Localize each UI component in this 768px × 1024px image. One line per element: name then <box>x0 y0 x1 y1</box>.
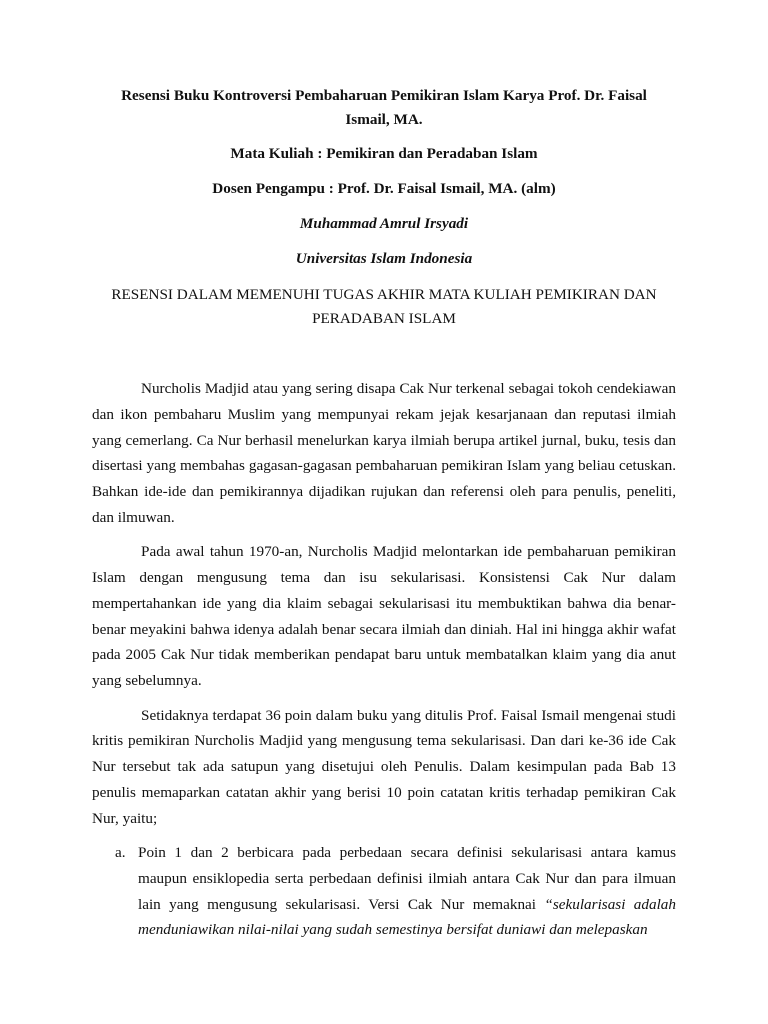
course-line: Mata Kuliah : Pemikiran dan Peradaban Islam <box>230 145 538 162</box>
lecturer-line: Dosen Pengampu : Prof. Dr. Faisal Ismail, MA. (alm) <box>212 180 556 197</box>
subtitle-line-2: PERADABAN ISLAM <box>312 310 456 327</box>
document-body <box>92 376 676 943</box>
critical-points-list <box>92 840 676 943</box>
document-header <box>92 84 676 331</box>
body-paragraph-1: Nurcholis Madjid atau yang sering disapa Cak Nur terkenal sebagai tokoh cendekiawan dan ikon pembaharu Muslim yang mempunyai rekam jejak kesarjanaan dan reputasi ilmiah yang cemerlang. Ca Nur berhasil menelurkan karya ilmiah berupa artikel jurnal, buku, tesis dan disertasi yang membahas gagasan-gagasan pembaharuan pemikiran Islam yang beliau cetuskan. Bahkan ide-ide dan pemikirannya dijadikan rujukan dan referensi oleh para penulis, peneliti, dan ilmuwan. <box>92 380 676 526</box>
list-item-text: Poin 1 dan 2 berbicara pada perbedaan secara definisi sekularisasi antara kamus maupun ensiklopedia serta perbedaan definisi ilmiah antara Cak Nur dan para ilmuan lain yang mengusung sekularisasi. Versi Cak Nur memaknai <box>138 844 676 913</box>
body-paragraph-3: Setidaknya terdapat 36 poin dalam buku yang ditulis Prof. Faisal Ismail mengenai studi kritis pemikiran Nurcholis Madjid yang mengusung tema sekularisasi. Dan dari ke-36 ide Cak Nur tersebut tak ada satupun yang disetujui oleh Penulis. Dalam kesimpulan pada Bab 13 penulis memaparkan catatan akhir yang berisi 10 poin catatan kritis terhadap pemikiran Cak Nur, yaitu; <box>92 706 676 827</box>
list-item-quote: “sekularisasi adalah menduniawikan nilai-nilai yang sudah semestinya bersifat duniawi dan melepaskan <box>138 895 676 939</box>
subtitle-line-1: RESENSI DALAM MEMENUHI TUGAS AKHIR MATA KULIAH PEMIKIRAN DAN <box>111 286 657 303</box>
list-item <box>92 840 676 943</box>
document-title-line-2: Ismail, MA. <box>345 111 423 128</box>
document-title-line-1: Resensi Buku Kontroversi Pembaharuan Pemikiran Islam Karya Prof. Dr. Faisal <box>121 87 647 104</box>
list-marker: a. <box>115 844 126 862</box>
university-name: Universitas Islam Indonesia <box>295 250 473 267</box>
author-name: Muhammad Amrul Irsyadi <box>299 215 469 232</box>
body-paragraph-2: Pada awal tahun 1970-an, Nurcholis Madjid melontarkan ide pembaharuan pemikiran Islam dengan mengusung tema dan isu sekularisasi. Konsistensi Cak Nur dalam mempertahankan ide yang dia klaim sebagai sekularisasi itu membuktikan bahwa dia benar-benar meyakini bahwa idenya adalah benar secara ilmiah dan diniah. Hal ini hingga akhir wafat pada 2005 Cak Nur tidak memberikan pendapat baru untuk membatalkan klaim yang dia anut yang sebelumnya. <box>92 543 676 690</box>
